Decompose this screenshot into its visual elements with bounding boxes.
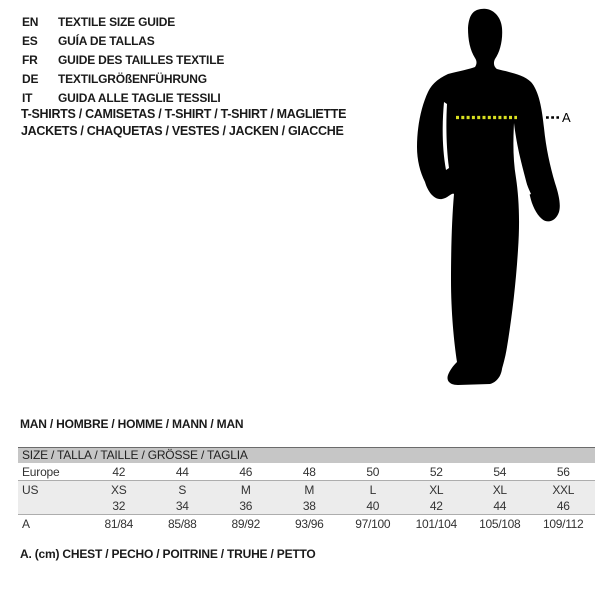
language-code: IT <box>22 91 33 105</box>
size-cell: 34 <box>175 499 189 513</box>
man-silhouette-body <box>417 9 560 385</box>
language-row <box>22 13 224 32</box>
size-cell: 105/108 <box>479 517 521 531</box>
size-cell: 81/84 <box>104 517 134 531</box>
size-cell: 101/104 <box>415 517 457 531</box>
size-cell: 32 <box>112 499 126 513</box>
row-label: Europe <box>22 464 60 479</box>
size-cell: 46 <box>239 464 253 479</box>
size-cell: 44 <box>175 464 189 479</box>
language-code: FR <box>22 53 38 67</box>
measurement-figure <box>390 2 590 402</box>
category-line-tshirts: T-SHIRTS / CAMISETAS / T-SHIRT / T-SHIRT / MAGLIETTE <box>21 107 347 121</box>
size-table <box>18 447 595 533</box>
language-code: ES <box>22 34 38 48</box>
size-cell: 50 <box>366 464 380 479</box>
table-row-europe <box>18 463 595 481</box>
size-cell: 40 <box>366 499 380 513</box>
language-code: DE <box>22 72 39 86</box>
size-cell: XXL <box>552 482 575 497</box>
category-line-jackets: JACKETS / CHAQUETAS / VESTES / JACKEN / GIACCHE <box>21 124 344 138</box>
size-cell: 97/100 <box>355 517 391 531</box>
category-titles <box>21 106 346 140</box>
size-cell: 89/92 <box>231 517 261 531</box>
language-code: EN <box>22 15 39 29</box>
size-cell: S <box>178 482 187 497</box>
language-label: TEXTILGRÖßENFÜHRUNG <box>58 72 207 86</box>
size-cell: 52 <box>429 464 443 479</box>
size-cell: 109/112 <box>543 517 584 531</box>
row-label: A <box>22 517 30 531</box>
size-cell: 48 <box>302 464 316 479</box>
size-cell: 56 <box>556 464 570 479</box>
measurement-label-a: A <box>562 110 571 125</box>
table-row-us <box>18 481 595 498</box>
language-row <box>22 32 224 51</box>
size-cell: XL <box>492 482 507 497</box>
language-row <box>22 51 224 70</box>
language-list <box>22 13 224 108</box>
size-cell: M <box>240 482 251 497</box>
language-label: GUIDE DES TAILLES TEXTILE <box>58 53 225 67</box>
size-cell: XL <box>429 482 444 497</box>
size-cell: 85/88 <box>167 517 197 531</box>
size-cell: 42 <box>429 499 443 513</box>
size-cell: L <box>369 482 376 497</box>
language-row <box>22 70 224 89</box>
footnote-chest-measure: A. (cm) CHEST / PECHO / POITRINE / TRUHE / PETTO <box>20 547 316 561</box>
size-cell: 38 <box>302 499 316 513</box>
size-table-header: SIZE / TALLA / TAILLE / GRÖSSE / TAGLIA <box>18 448 595 463</box>
size-cell: 46 <box>556 499 570 513</box>
language-label: TEXTILE SIZE GUIDE <box>58 15 176 29</box>
section-title-man: MAN / HOMBRE / HOMME / MANN / MAN <box>20 417 244 431</box>
language-label: GUIDA ALLE TAGLIE TESSILI <box>58 91 221 105</box>
table-row-unlabeled <box>18 498 595 515</box>
man-silhouette <box>390 2 590 402</box>
size-cell: 36 <box>239 499 253 513</box>
size-cell: XS <box>111 482 127 497</box>
size-cell: 42 <box>112 464 126 479</box>
size-cell: M <box>304 482 315 497</box>
table-row-chest-a <box>18 515 595 533</box>
size-cell: 93/96 <box>294 517 324 531</box>
size-cell: 44 <box>493 499 507 513</box>
language-label: GUÍA DE TALLAS <box>58 34 155 48</box>
size-cell: 54 <box>493 464 507 479</box>
row-label: US <box>22 482 39 497</box>
